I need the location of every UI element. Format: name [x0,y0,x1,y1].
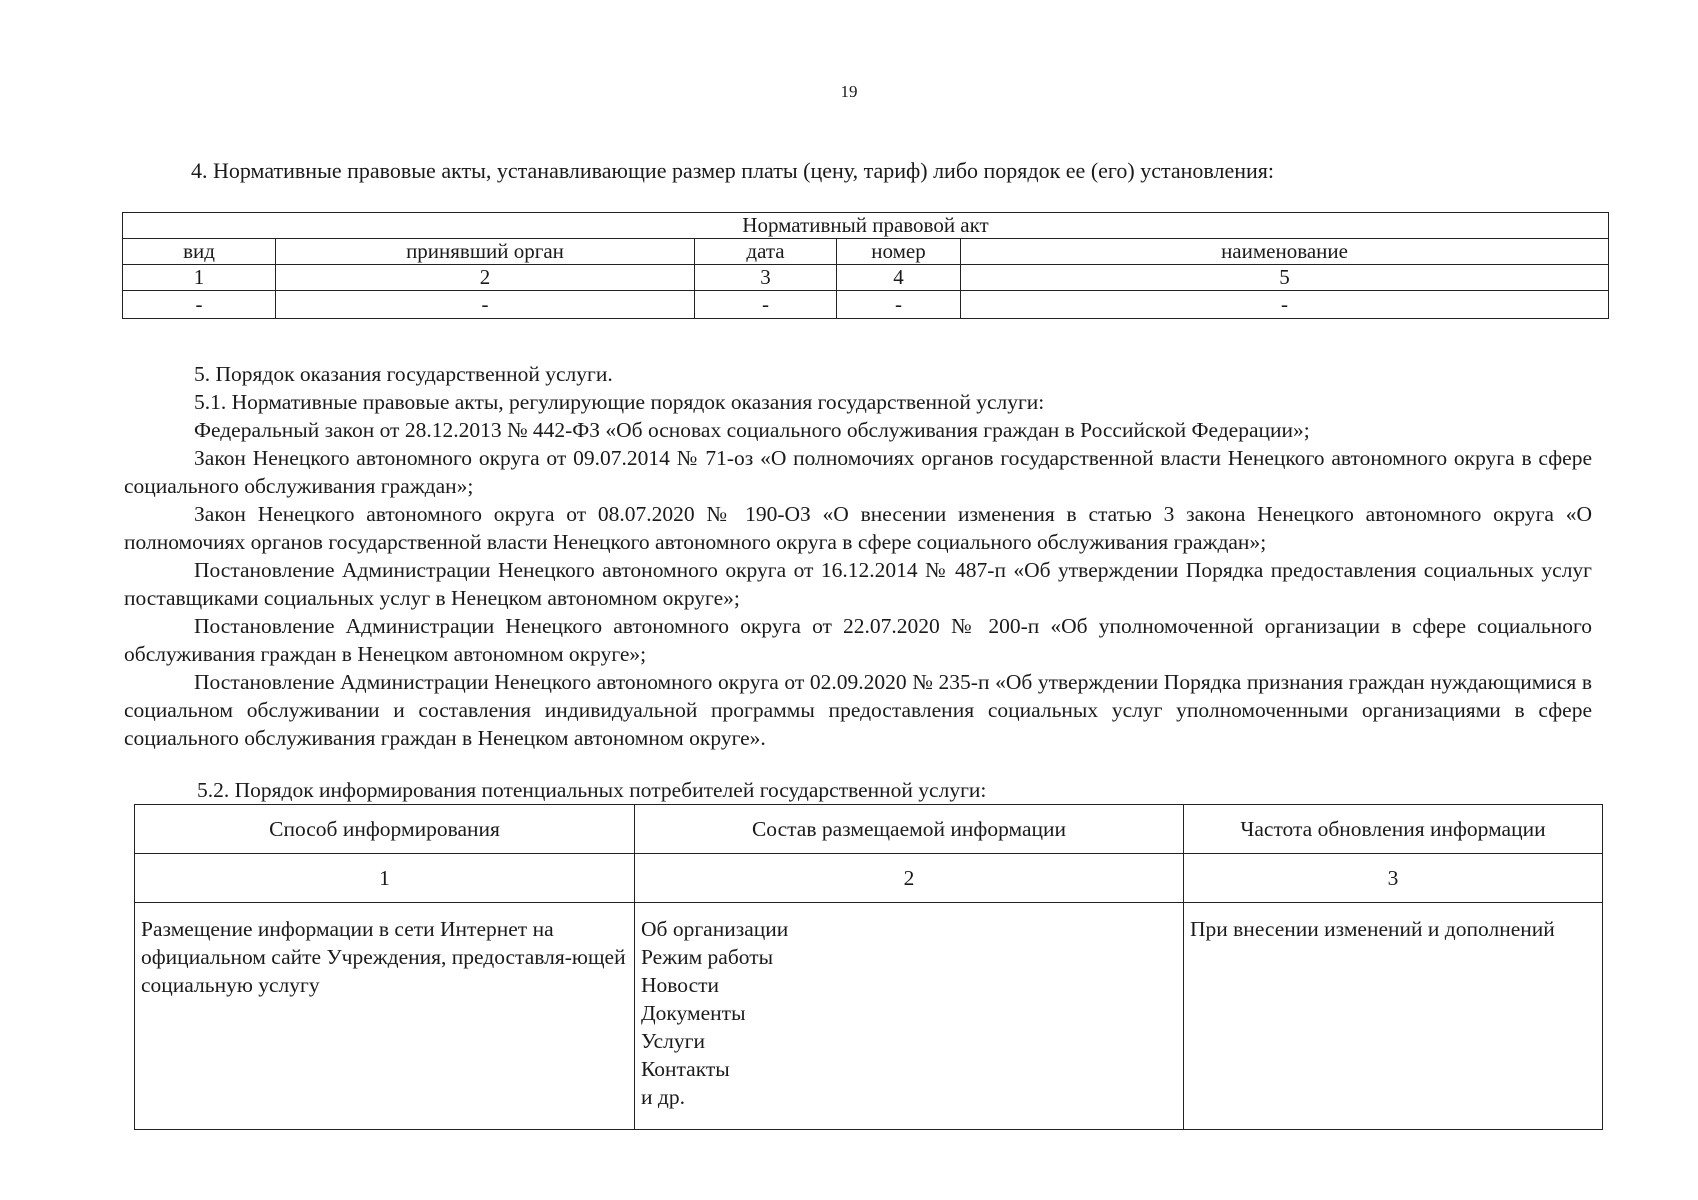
column-header-title: наименование [961,239,1609,265]
informing-table [134,804,1603,1130]
list-item: Контакты [641,1057,730,1081]
legal-act-item: Постановление Администрации Ненецкого автономного округа от 16.12.2014 № 487-п «Об утверждении Порядка предоставления социальных услуг поставщиками социальных услуг в Ненецком автономном округе»; [124,558,1592,610]
list-item: Об организации [641,917,789,941]
column-header-frequency: Частота обновления информации [1184,805,1603,854]
column-number: 1 [135,854,635,903]
informing-contents [635,903,1184,1130]
column-number: 3 [1184,854,1603,903]
table-row [135,903,1603,1130]
section-5 [124,360,1592,752]
list-item: Документы [641,1001,746,1025]
table-cell: - [276,291,695,319]
column-header-authority: принявший орган [276,239,695,265]
column-header-number: номер [837,239,961,265]
legal-act-item: Постановление Администрации Ненецкого автономного округа от 02.09.2020 № 235-п «Об утверждении Порядка признания граждан нуждающимися в социальном обслуживании и составления индивидуальной программы предоставления социальных услуг уполномоченными организациями в сфере социального обслуживания граждан в Ненецком автономном округе». [124,670,1592,750]
column-number: 5 [961,265,1609,291]
column-number: 1 [123,265,276,291]
column-header-type: вид [123,239,276,265]
informing-method: Размещение информации в сети Интернет на официальном сайте Учреждения, предоставля-ющей социальную услугу [135,903,635,1130]
legal-act-item: Закон Ненецкого автономного округа от 09.07.2014 № 71-оз «О полномочиях органов государственной власти Ненецкого автономного округа в сфере социального обслуживания граждан»; [124,446,1592,498]
informing-frequency: При внесении изменений и дополнений [1184,903,1603,1130]
table-cell: - [123,291,276,319]
legal-act-item: Закон Ненецкого автономного округа от 08.07.2020 № 190-ОЗ «О внесении изменения в статью 3 закона Ненецкого автономного округа «О полномочиях органов государственной власти Ненецкого автономного округа в сфере социального обслуживания граждан»; [124,502,1592,554]
list-item: и др. [641,1085,685,1109]
table-row [123,291,1609,319]
column-number: 2 [276,265,695,291]
column-header-date: дата [695,239,837,265]
legal-acts-table [122,212,1609,319]
section-5-1-heading: 5.1. Нормативные правовые акты, регулирующие порядок оказания государственной услуги: [194,390,1045,414]
section-5-heading: 5. Порядок оказания государственной услуги. [194,362,613,386]
list-item: Новости [641,973,720,997]
column-number: 3 [695,265,837,291]
legal-act-item: Постановление Администрации Ненецкого автономного округа от 22.07.2020 № 200-п «Об уполномоченной организации в сфере социального обслуживания граждан в Ненецком автономном округе»; [124,614,1592,666]
section-5-2-heading: 5.2. Порядок информирования потенциальных потребителей государственной услуги: [197,778,987,802]
column-number: 4 [837,265,961,291]
column-number: 2 [635,854,1184,903]
table-cell: - [695,291,837,319]
page-number: 19 [840,82,858,101]
table-group-header: Нормативный правовой акт [123,213,1609,239]
section-4-heading: 4. Нормативные правовые акты, устанавливающие размер платы (цену, тариф) либо порядок ее (его) установления: [191,158,1275,183]
list-item: Услуги [641,1029,705,1053]
column-header-contents: Состав размещаемой информации [635,805,1184,854]
legal-act-item: Федеральный закон от 28.12.2013 № 442-ФЗ «Об основах социального обслуживания граждан в Российской Федерации»; [194,418,1310,442]
table-cell: - [961,291,1609,319]
column-header-method: Способ информирования [135,805,635,854]
list-item: Режим работы [641,945,774,969]
table-cell: - [837,291,961,319]
